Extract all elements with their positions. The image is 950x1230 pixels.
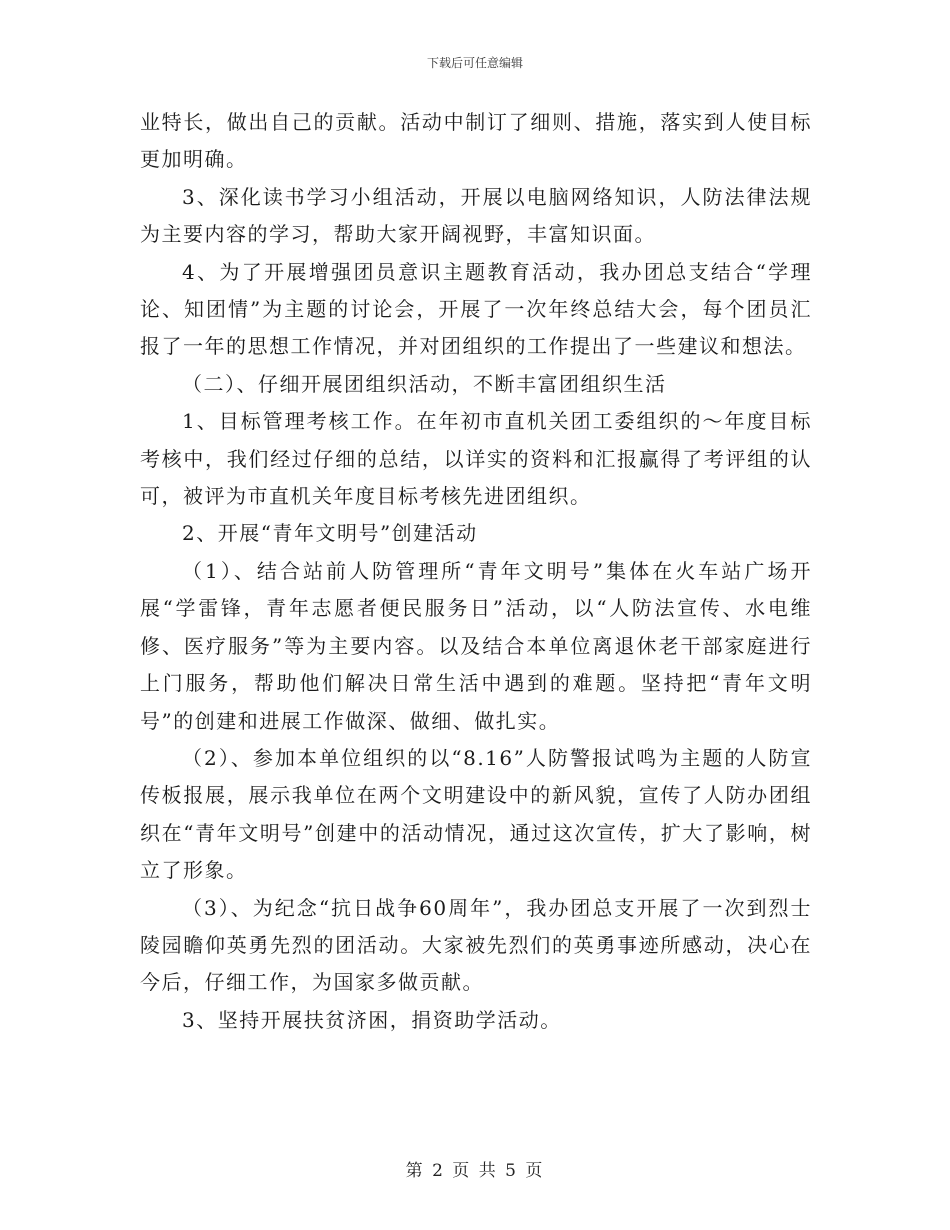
paragraph: （2）、参加本单位组织的以“8.16”人防警报试鸣为主题的人防宣传板报展，展示我单位在两个文明建设中的新风貌，宣传了人防办团组织在“青年文明号”创建中的活动情况，通过这次宣传，扩大了影响，树立了形象。 — [140, 745, 812, 883]
paragraph: 3、深化读书学习小组活动，开展以电脑网络知识，人防法律法规为主要内容的学习，帮助大家开阔视野，丰富知识面。 — [140, 184, 812, 247]
paragraph: 1、目标管理考核工作。在年初市直机关团工委组织的～年度目标考核中，我们经过仔细的总结，以详实的资料和汇报赢得了考评组的认可，被评为市直机关年度目标考核先进团组织。 — [140, 409, 812, 509]
page-number: 第 2 页 共 5 页 — [405, 1161, 545, 1181]
paragraph: 业特长，做出自己的贡献。活动中制订了细则、措施，落实到人使目标更加明确。 — [140, 110, 812, 172]
paragraph: （1）、结合站前人防管理所“青年文明号”集体在火车站广场开展“学雷锋，青年志愿者便民服务日”活动，以“人防法宣传、水电维修、医疗服务”等为主要内容。以及结合本单位离退休老干部家庭进行上门服务，帮助他们解决日常生活中遇到的难题。坚持把“青年文明号”的创建和进展工作做深、做细、做扎实。 — [140, 558, 812, 733]
document-body — [140, 104, 812, 1039]
paragraph: 3、坚持开展扶贫济困，捐资助学活动。 — [182, 1007, 562, 1032]
section-heading: （二）、仔细开展团组织活动，不断丰富团组织生活 — [182, 371, 667, 396]
page-header: 下载后可任意编辑 — [426, 56, 523, 70]
paragraph: （3）、为纪念“抗日战争60周年”，我办团总支开展了一次到烈士陵园瞻仰英勇先烈的团活动。大家被先烈们的英勇事迹所感动，决心在今后，仔细工作，为国家多做贡献。 — [140, 895, 812, 995]
paragraph: 2、开展“青年文明号”创建活动 — [182, 521, 478, 546]
paragraph: 4、为了开展增强团员意识主题教育活动，我办团总支结合“学理论、知团情”为主题的讨论会，开展了一次年终总结大会，每个团员汇报了一年的思想工作情况，并对团组织的工作提出了一些建议和想法。 — [140, 259, 812, 359]
